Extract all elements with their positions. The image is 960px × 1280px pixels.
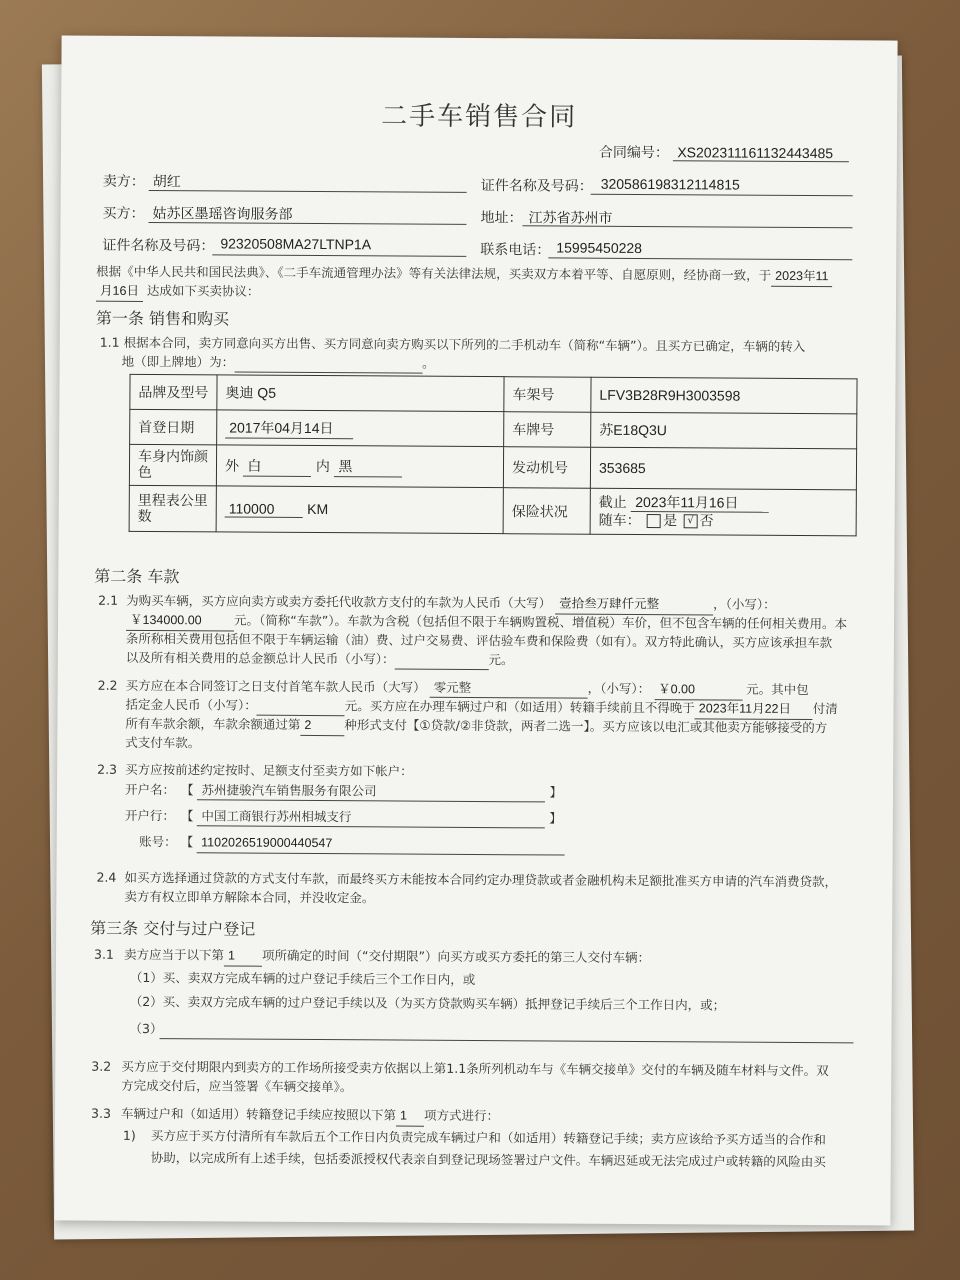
p33-text-b: 项方式进行： (424, 1107, 500, 1124)
insurance-with-car: 随车： (598, 512, 641, 530)
p21-text-a: 为购买车辆，买方应向卖方或卖方委托代收款方支付的车款为人民币（大写） (126, 592, 552, 611)
p21-total-label: 以及所有相关费用的总金额总计人民币（小写）： (125, 649, 395, 667)
article-1-heading: 第一条 销售和购买 (95, 308, 230, 329)
article-3-heading: 第三条 交付与过户登记 (90, 918, 256, 939)
brand-label: 品牌及型号 (130, 374, 217, 410)
buyer-address-value: 江苏省苏州市 (528, 209, 613, 226)
account-no-value: 1102026519000440547 (197, 833, 565, 855)
p22-text-f: 所有车款余额，车款余额通过第 (125, 715, 301, 732)
mileage-unit: KM (307, 500, 329, 518)
p21-text-b: ，（小写）： (713, 596, 776, 612)
p24-num: 2.4 (96, 869, 117, 885)
p22-text-c: 元。其中包 (746, 681, 809, 698)
buyer-address-label: 地址： (480, 210, 523, 227)
contract-title: 二手车销售合同 (381, 101, 578, 133)
p31-option-3-line (159, 1038, 853, 1043)
contract-no-row (599, 142, 850, 164)
p21-total-unit: 元。 (488, 652, 514, 668)
account-name-label: 开户名： (124, 781, 176, 798)
checkbox-no[interactable]: √ (684, 514, 698, 528)
p31-option-2: （2）买、卖双方完成车辆的过户登记手续以及（为买方贷款购买车辆）抵押登记手续后三个工作日内，或； (129, 993, 726, 1013)
p22-deposit-label: 括定金人民币（小写）： (125, 696, 257, 713)
p11-dest-blank (234, 353, 422, 374)
table-row (129, 444, 856, 489)
exterior-label: 外 (224, 457, 240, 475)
p21-total-blank (395, 650, 489, 671)
insurance-label: 保险状况 (503, 488, 590, 535)
reg-label: 首登日期 (130, 409, 217, 445)
engine-label: 发动机号 (503, 447, 590, 489)
seller-id-label: 证件名称及号码： (480, 178, 593, 195)
p22-deposit-blank (257, 696, 345, 717)
buyer-label: 买方： (102, 205, 145, 222)
bracket-left: 【 (180, 834, 194, 850)
p22-text-a: 买方应在本合同签订之日支付首笔车款人民币（大写） (125, 677, 426, 695)
p23-num: 2.3 (97, 761, 118, 777)
p21-num: 2.1 (98, 592, 119, 608)
seller-id-value: 320586198312114815 (600, 175, 740, 193)
buyer-id-label: 证件名称及号码： (102, 237, 215, 255)
bracket-right: 】 (549, 810, 562, 826)
color-label: 车身内饰颜色 (129, 444, 216, 486)
bracket-right: 】 (549, 784, 563, 800)
contract-no-value: XS202311161132443485 (673, 144, 849, 162)
p22-first-words: 零元整 (430, 678, 588, 699)
plate-label: 车牌号 (504, 412, 591, 448)
vin-label: 车架号 (504, 377, 591, 413)
p31-option-3: （3） (129, 1020, 163, 1037)
yes-label: 是 (663, 513, 678, 530)
intro-text: 根据《中华人民共和国民法典》、《二手车流通管理办法》等有关法律法规，买卖双方本着平等、自愿原则，经协商一致，于 (96, 263, 772, 283)
brand-value: 奥迪 Q5 (217, 375, 504, 412)
p33-line-1 (121, 1104, 499, 1127)
vehicle-table (129, 374, 858, 536)
table-row (129, 485, 856, 535)
buyer-phone-label: 联系电话： (480, 242, 551, 259)
seller-underline (149, 190, 467, 193)
p33-line-3: 协助，以完成所有上述手续，包括委派授权代表亲自到登记现场签署过户文件。车辆迟延或无法完成过户或转籍的风险由买 (150, 1150, 826, 1170)
p21-line-3: 条所称相关费用包括但不限于车辆运输（油）费、过户交易费、评估验车费和保险费（如有）。双方特此确认，买方应该承担车款 (125, 630, 833, 651)
p24-line-2: 卖方有权立即单方解除本合同，并没收定金。 (124, 888, 375, 906)
no-label: 否 (699, 513, 714, 530)
exterior-color: 白 (243, 455, 311, 476)
buyer-id-value: 92320508MA27LTNP1A (220, 235, 372, 253)
table-row (130, 374, 857, 413)
interior-label: 内 (315, 458, 330, 475)
p31-num: 3.1 (93, 946, 114, 962)
bracket-left: 【 (180, 782, 194, 798)
p22-text-e: 付清 (812, 701, 838, 717)
p22-text-b: ，（小写）： (587, 680, 651, 697)
p33-item-1: 1) (122, 1127, 136, 1143)
engine-value: 353685 (590, 447, 856, 490)
buyer-phone-underline (548, 257, 852, 260)
p22-line-4: 式支付车款。 (125, 734, 201, 751)
bracket-left: 【 (180, 808, 194, 824)
buyer-underline (148, 222, 466, 225)
p22-method: 2 (300, 716, 344, 736)
bank-value: 中国工商银行苏州相城支行 (197, 806, 545, 828)
buyer-name: 姑苏区墨瑶咨询服务部 (152, 205, 293, 222)
account-no-label: 账号： (139, 833, 177, 850)
p31-text-a: 卖方应当于以下第 (123, 946, 225, 963)
buyer-phone-value: 15995450228 (556, 239, 643, 257)
p21-amount-num: ￥134000.00 (126, 611, 234, 632)
contract-page (54, 35, 897, 1225)
account-name-value: 苏州捷骏汽车销售服务有限公司 (197, 780, 545, 802)
p11-line-1: 1.1 根据本合同，卖方同意向买方出售、买方同意向卖方购买以下所列的二手机动车（简称“车辆”）。且买方已确定，车辆的转入 (99, 334, 806, 355)
bank-label: 开户行： (124, 807, 175, 824)
p33-text-a: 车辆过户和（如适用）转籍登记手续应按照以下第 (120, 1105, 397, 1123)
p11-line-2 (122, 352, 435, 374)
mileage-value: 110000 (225, 500, 303, 517)
p32-line-1: 买方应于交付期限内到卖方的工作场所接受卖方依据以上第1.1条所列机动车与《车辆交接单》交付的车辆及随车材料与文件。双 (121, 1058, 829, 1079)
p33-option: 1 (396, 1107, 424, 1127)
p32-num: 3.2 (91, 1058, 112, 1074)
p11-dest-label: 地（即上牌地）为： (121, 353, 235, 370)
p22-num: 2.2 (97, 677, 118, 693)
intro-date-b: 月16日 (96, 282, 143, 302)
p31-line-1 (124, 945, 650, 969)
account-no-row (125, 832, 566, 856)
seller-name: 胡红 (152, 173, 181, 190)
insurance-until: 截止 (598, 494, 627, 511)
p24-line-1: 如买方选择通过贷款的方式支付车款，而最终买方未能按本合同约定办理贷款或者金融机构未足额批准买方申请的汽车消费贷款， (124, 869, 838, 890)
p31-text-b: 项所确定的时间（“交付期限”）向买方或买方委托的第三人交付车辆： (261, 947, 651, 966)
account-name-row (125, 780, 562, 803)
p11-end: 。 (422, 355, 435, 371)
vin-value: LFV3B28R9H3003598 (591, 377, 857, 414)
p22-text-d: 元。买方应在办理车辆过户和（如适用）转籍手续前且不得晚于 (344, 698, 695, 716)
intro-date-a: 2023年11 (771, 267, 832, 287)
p21-line-4 (126, 648, 514, 670)
bank-row (125, 806, 562, 829)
p22-text-g: 种形式支付【①贷款/②非贷款，两者二选一】。买方应该以电汇或其他卖方能够接受的方 (344, 717, 828, 736)
p32-line-2: 方完成交付后，应当签署《车辆交接单》。 (121, 1077, 353, 1095)
mileage-label: 里程表公里数 (129, 485, 216, 532)
table-row (130, 409, 857, 448)
insurance-date: 2023年11月16日 (631, 493, 769, 513)
interior-color: 黑 (334, 456, 402, 477)
intro-text-2: 达成如下买卖协议： (146, 282, 260, 299)
p33-line-2: 买方应于买方付清所有车款后五个工作日内负责完成车辆过户和（如适用）转籍登记手续；卖方应该给予买方适当的合作和 (150, 1128, 826, 1148)
plate-value: 苏E18Q3U (591, 412, 857, 449)
seller-label: 卖方： (102, 173, 145, 190)
p33-num: 3.3 (90, 1105, 111, 1121)
p22-first-num: ￥0.00 (654, 680, 742, 701)
contract-no-label: 合同编号： (598, 144, 669, 162)
p21-text-c: 元。（简称“车款”）。车款为含税（包括但不限于车辆购置税、增值税）车价，但不包含车辆的任何相关费用。本 (234, 612, 848, 632)
p31-option: 1 (224, 946, 262, 966)
intro-line-2 (96, 281, 260, 303)
buyer-id-underline (212, 254, 466, 257)
p21-amount-words: 壹拾叁万肆仟元整 (555, 594, 713, 615)
p23-line-1: 买方应按前述约定按时、足额支付至卖方如下帐户： (125, 761, 413, 779)
seller-id-underline (591, 194, 853, 197)
reg-value: 2017年04月14日 (225, 417, 353, 439)
checkbox-yes[interactable] (647, 514, 661, 528)
p22-line-3 (125, 714, 827, 739)
article-2-heading: 第二条 车款 (94, 566, 180, 587)
p22-deadline: 2023年11月22日 (695, 699, 813, 720)
p31-option-1: （1）买、卖双方完成车辆的过户登记手续后三个工作日内，或 (129, 969, 476, 988)
